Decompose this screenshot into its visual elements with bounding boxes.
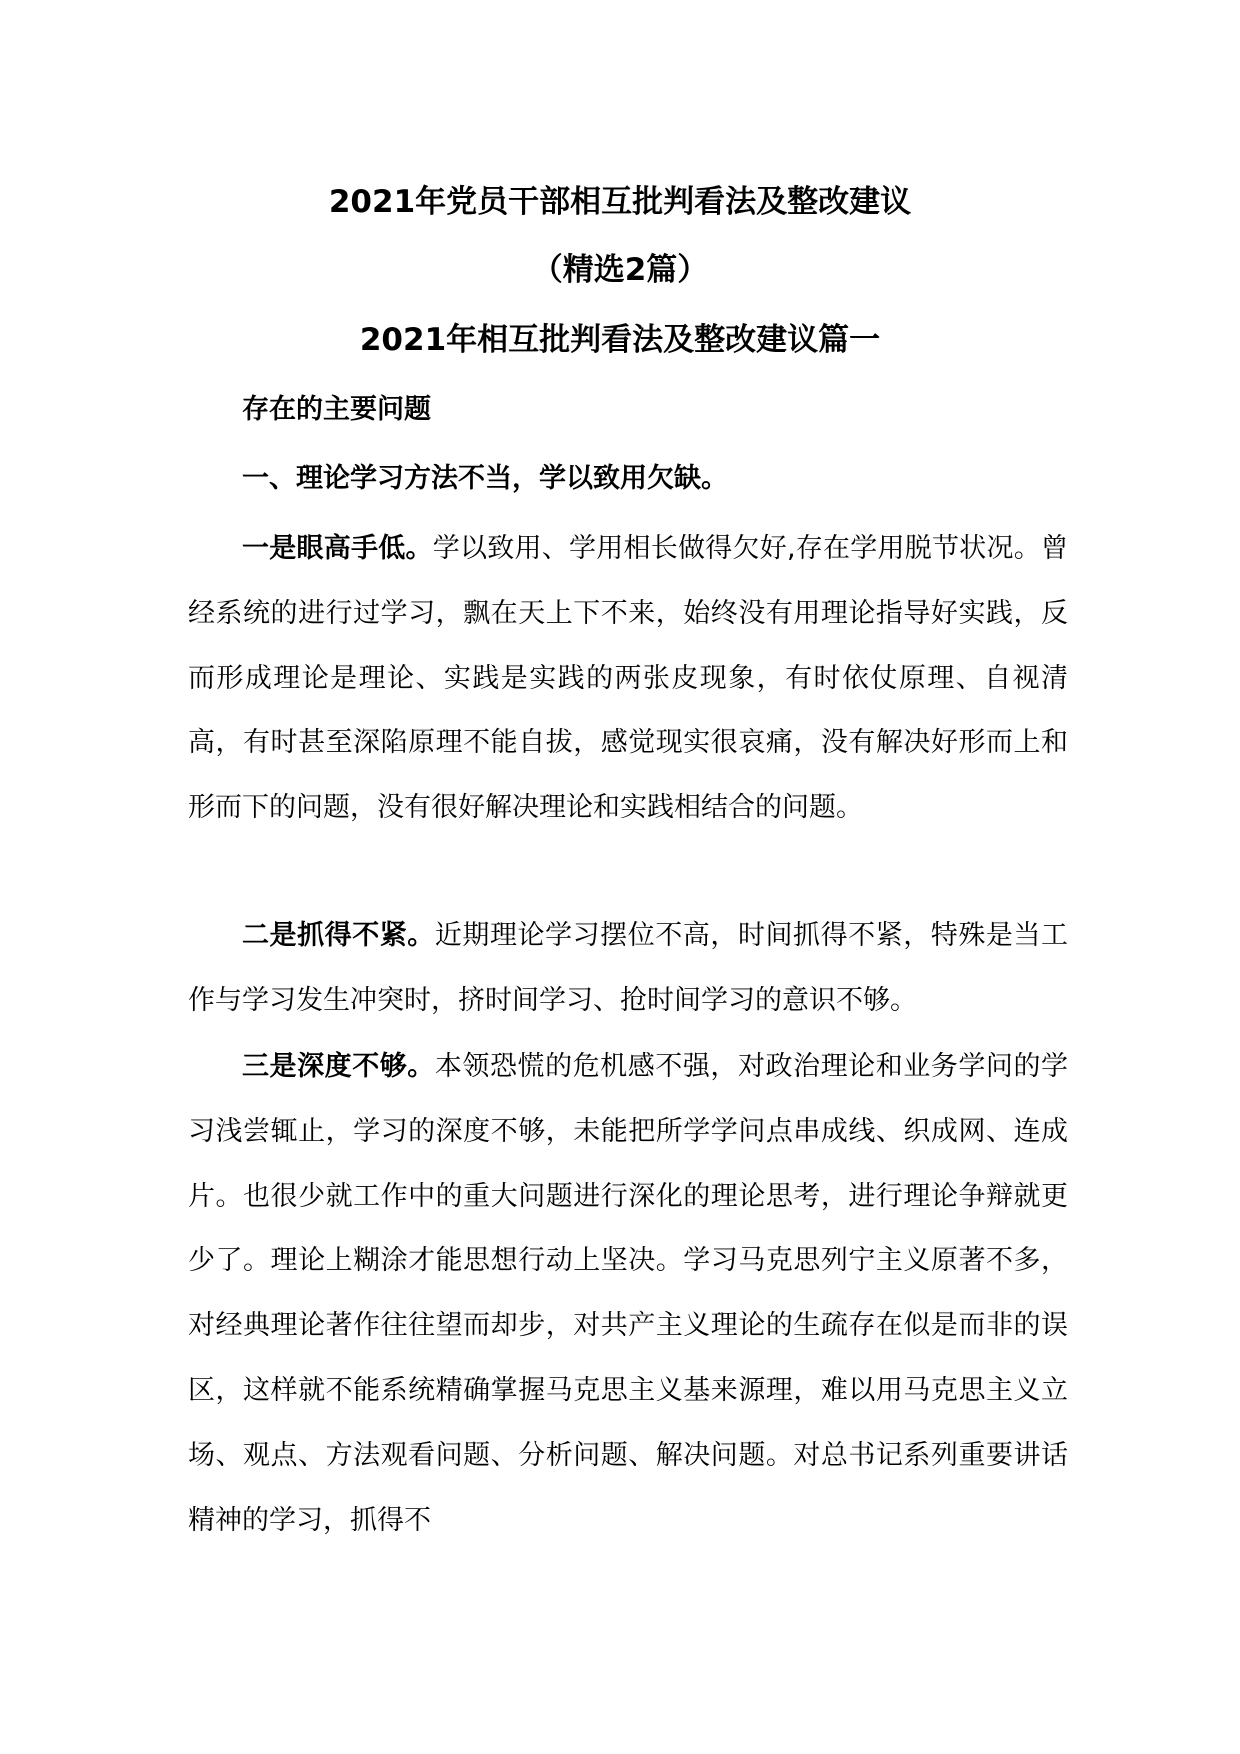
paragraph-text: 近期理论学习摆位不高，时间抓得不紧，特殊是当工作与学习发生冲突时，挤时间学习、抢时间学习的意识不够。	[188, 920, 1069, 1016]
section-title: 2021年相互批判看法及整改建议篇一	[359, 322, 881, 358]
paragraph-text: 本领恐慌的危机感不强，对政治理论和业务学问的学习浅尝辄止，学习的深度不够，未能把所学学问点串成线、织成网、连成片。也很少就工作中的重大问题进行深化的理论思考，进行理论争辩就更少了。理论上糊涂才能思想行动上坚决。学习马克思列宁主义原著不多，对经典理论著作往往望而却步，对共产主义理论的生疏存在似是而非的误区，这样就不能系统精确掌握马克思主义基来源理，难以用马克思主义立场、观点、方法观看问题、分析问题、解决问题。对总书记系列重要讲话精神的学习，抓得不	[188, 1051, 1069, 1536]
paragraph-1	[188, 517, 1068, 841]
document-title: 2021年党员干部相互批判看法及整改建议	[328, 184, 912, 220]
paragraph-2	[188, 904, 1068, 1034]
paragraph-lead: 一是眼高手低。	[242, 533, 433, 564]
paragraph-lead: 二是抓得不紧。	[242, 920, 435, 951]
document-subtitle: （精选2篇）	[531, 252, 709, 288]
heading-main-problems: 存在的主要问题	[242, 394, 431, 425]
paragraph-lead: 三是深度不够。	[242, 1051, 435, 1082]
paragraph-3	[188, 1035, 1068, 1553]
heading-section-one: 一、理论学习方法不当，学以致用欠缺。	[242, 463, 728, 494]
paragraph-text: 学以致用、学用相长做得欠好,存在学用脱节状况。曾经系统的进行过学习，飘在天上下不来，始终没有用理论指导好实践，反而形成理论是理论、实践是实践的两张皮现象，有时依仗原理、自视清高，有时甚至深陷原理不能自拔，感觉现实很哀痛，没有解决好形而上和形而下的问题，没有很好解决理论和实践相结合的问题。	[188, 533, 1068, 824]
